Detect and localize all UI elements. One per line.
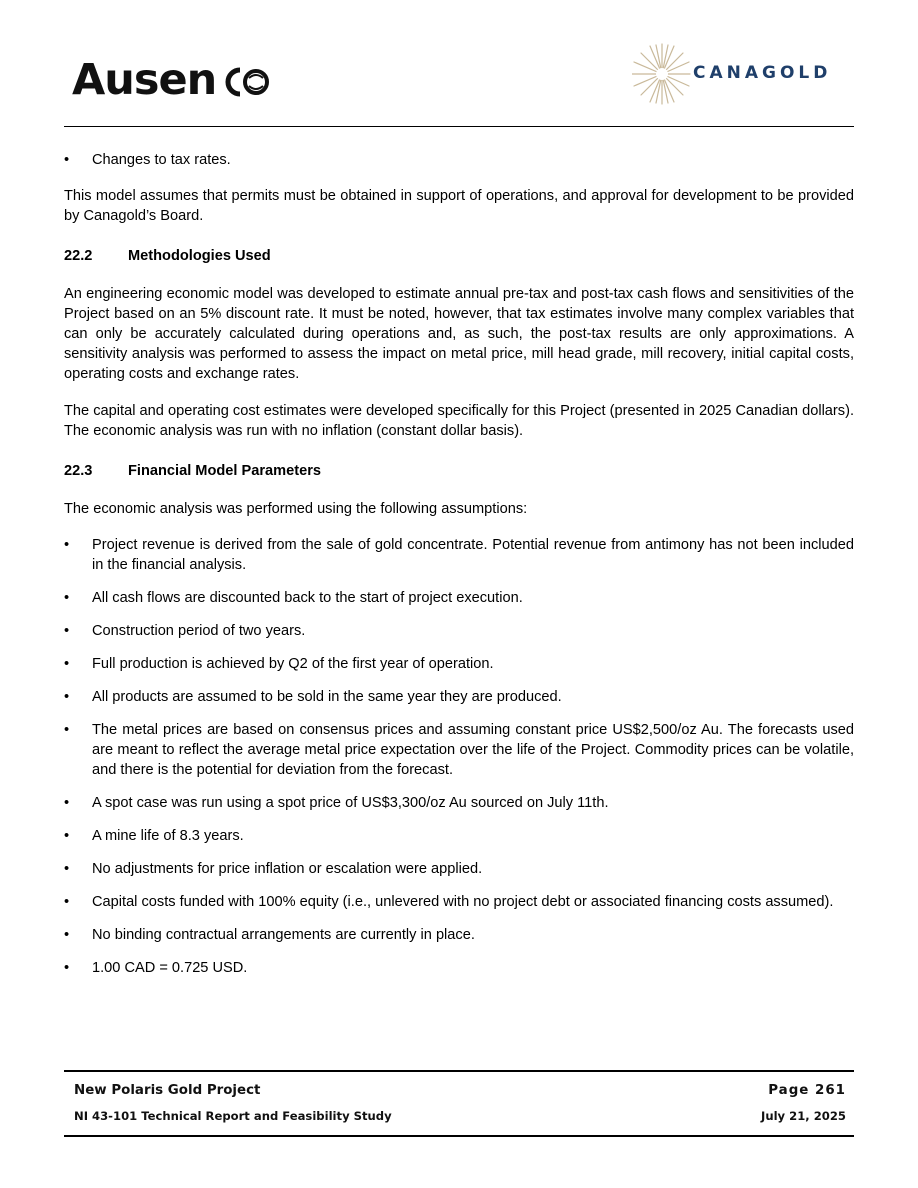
list-item <box>64 826 854 846</box>
bullet-icon: • <box>64 894 70 910</box>
list-item <box>64 958 854 978</box>
list-item-text: A mine life of 8.3 years. <box>92 828 244 844</box>
section-number: 22.2 <box>64 248 93 264</box>
list-item-text: Project revenue is derived from the sale of gold concentrate. Potential revenue from antimony has not been included in the financial analysis. <box>92 537 854 573</box>
section-title: Methodologies Used <box>128 248 271 264</box>
canagold-logo: CANAGOLD <box>693 63 832 83</box>
bullet-icon: • <box>64 689 70 705</box>
list-item-text: Changes to tax rates. <box>92 152 231 168</box>
list-item <box>64 621 854 641</box>
footer-date: July 21, 2025 <box>761 1109 846 1123</box>
list-item-text: Capital costs funded with 100% equity (i.e., unlevered with no project debt or associated financing costs assumed). <box>92 894 834 910</box>
list-item <box>64 687 854 707</box>
list-item-text: No adjustments for price inflation or escalation were applied. <box>92 861 483 877</box>
bullet-icon: • <box>64 152 70 168</box>
section-title: Financial Model Parameters <box>128 463 322 479</box>
bullet-icon: • <box>64 656 70 672</box>
bullet-icon: • <box>64 927 70 943</box>
list-item <box>64 720 854 780</box>
list-item-text: No binding contractual arrangements are currently in place. <box>92 927 475 943</box>
list-item-text: 1.00 CAD = 0.725 USD. <box>92 960 248 976</box>
ausenco-logo-mark-icon <box>222 64 272 100</box>
list-item-text: A spot case was run using a spot price of US$3,300/oz Au sourced on July 11th. <box>92 795 609 811</box>
section-heading-22-3 <box>64 461 854 481</box>
footer-report-title: NI 43-101 Technical Report and Feasibility Study <box>74 1109 392 1123</box>
bullet-icon: • <box>64 960 70 976</box>
list-item <box>64 925 854 945</box>
list-item <box>64 859 854 879</box>
bullet-icon: • <box>64 722 70 738</box>
bullet-icon: • <box>64 828 70 844</box>
section-heading-22-2 <box>64 246 854 266</box>
footer-project-name: New Polaris Gold Project <box>74 1083 261 1098</box>
canagold-sunburst-icon <box>632 42 692 106</box>
section-number: 22.3 <box>64 463 93 479</box>
list-item <box>64 793 854 813</box>
list-item-text: Construction period of two years. <box>92 623 306 639</box>
list-item <box>64 654 854 674</box>
bullet-icon: • <box>64 623 70 639</box>
footer-divider-top <box>64 1070 854 1072</box>
bullet-icon: • <box>64 590 70 606</box>
list-item-text: All cash flows are discounted back to the start of project execution. <box>92 590 523 606</box>
bullet-icon: • <box>64 537 70 553</box>
footer-divider-bottom <box>64 1135 854 1137</box>
list-item <box>64 588 854 608</box>
bullet-icon: • <box>64 795 70 811</box>
paragraph: The economic analysis was performed using the following assumptions: <box>64 501 528 517</box>
page-header <box>0 0 918 130</box>
paragraph: This model assumes that permits must be obtained in support of operations, and approval for development to be provided by Canagold’s Board. <box>64 188 854 224</box>
list-item <box>64 892 854 912</box>
list-item-text: Full production is achieved by Q2 of the first year of operation. <box>92 656 494 672</box>
footer-page-number: Page 261 <box>768 1083 846 1098</box>
bullet-icon: • <box>64 861 70 877</box>
page-content <box>64 150 854 978</box>
list-item <box>64 150 854 170</box>
list-item <box>64 535 854 575</box>
paragraph: An engineering economic model was developed to estimate annual pre-tax and post-tax cash flows and sensitivities of the Project based on an 5% discount rate. It must be noted, however, that tax estimates involve many complex variables that can only be accurately calculated during operations and, as such, the post-tax results are only approximations. A sensitivity analysis was performed to assess the impact on metal price, mill head grade, mill recovery, initial capital costs, operating costs and exchange rates. <box>64 286 854 382</box>
assumption-list <box>64 535 854 978</box>
header-divider <box>64 126 854 127</box>
list-item-text: All products are assumed to be sold in the same year they are produced. <box>92 689 562 705</box>
ausenco-logo: Ausen <box>72 55 217 105</box>
paragraph: The capital and operating cost estimates were developed specifically for this Project (presented in 2025 Canadian dollars). The economic analysis was run with no inflation (constant dollar basis). <box>64 403 854 439</box>
list-item-text: The metal prices are based on consensus prices and assuming constant price US$2,500/oz Au. The forecasts used are meant to reflect the average metal price expectation over the life of the Project. Commodity prices can be volatile, and there is the potential for deviation from the forecast. <box>92 722 854 778</box>
